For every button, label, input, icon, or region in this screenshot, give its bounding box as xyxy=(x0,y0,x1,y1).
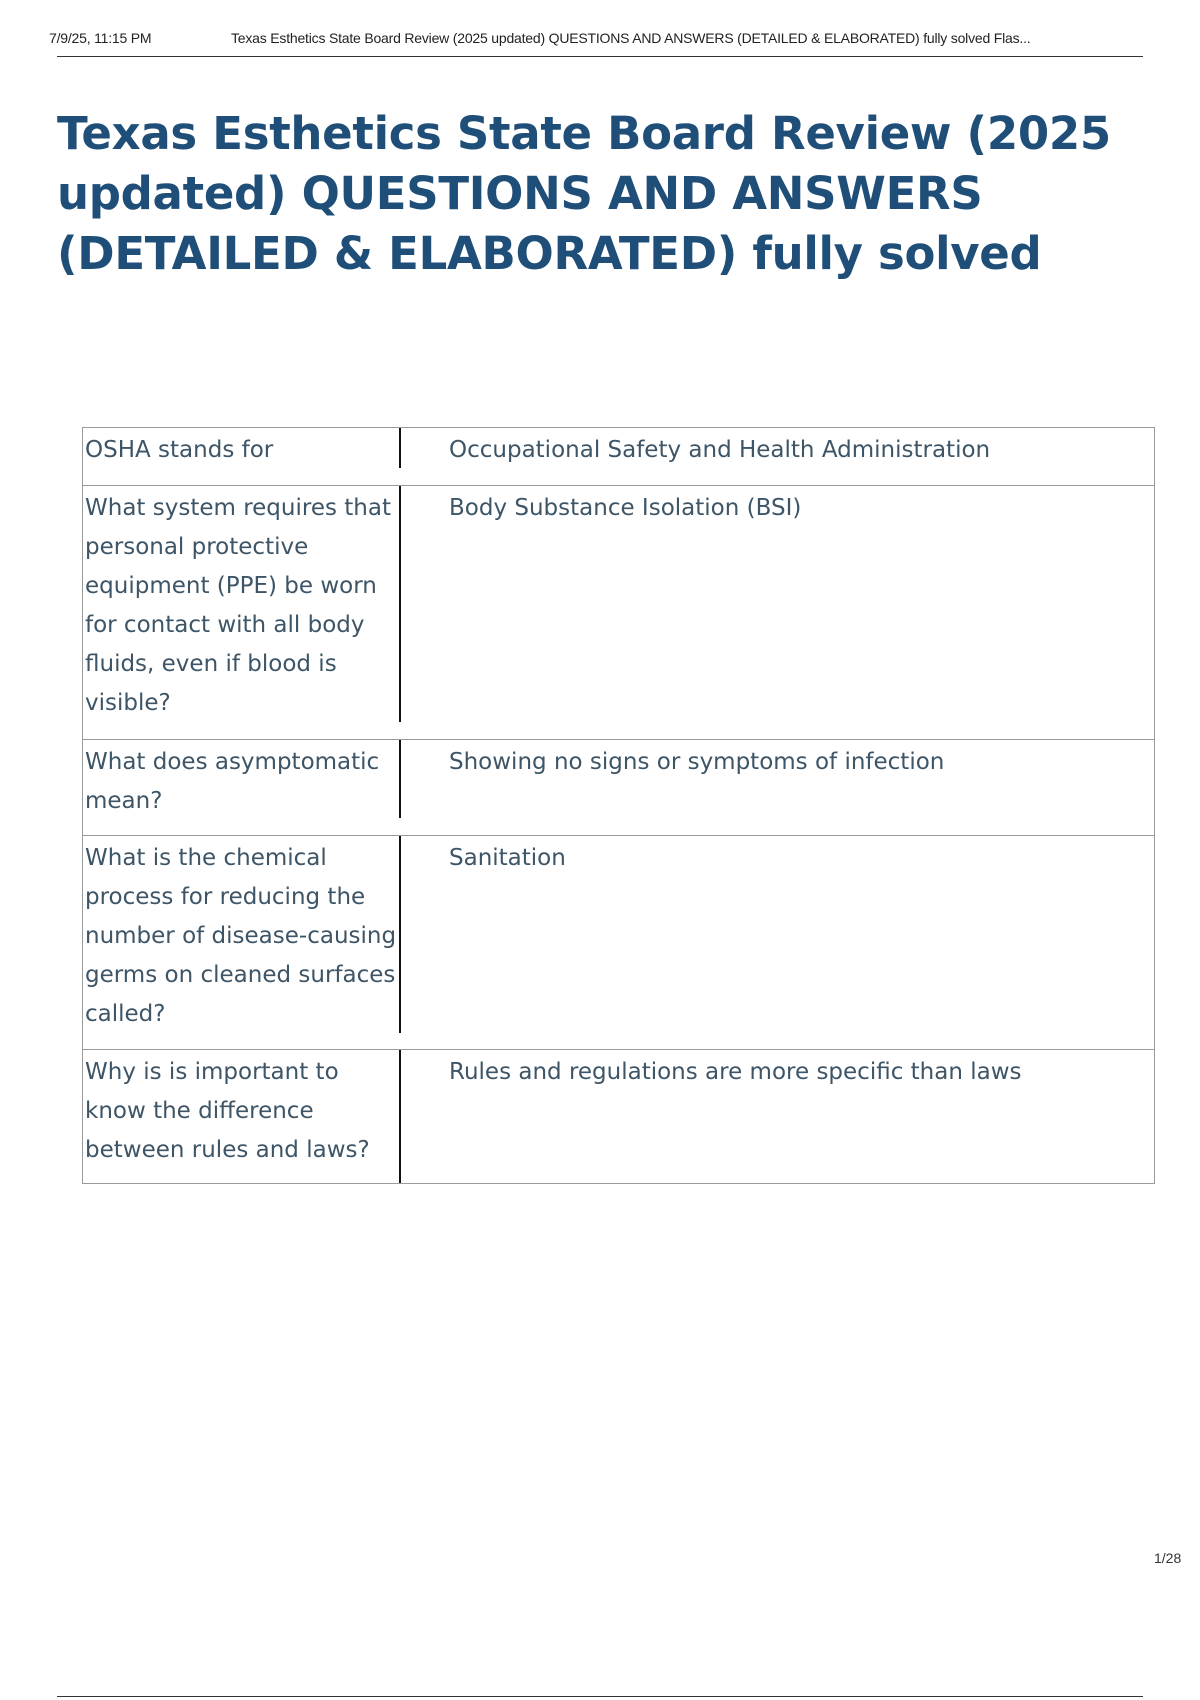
flashcard-row xyxy=(83,1050,1154,1183)
flashcard-question xyxy=(83,1050,401,1183)
column-divider xyxy=(399,836,401,1033)
header-rule xyxy=(57,56,1143,57)
flashcard-question xyxy=(83,836,401,1049)
flashcard-row xyxy=(83,836,1154,1050)
column-divider xyxy=(399,740,401,818)
column-divider xyxy=(399,428,401,468)
print-datetime: 7/9/25, 11:15 PM xyxy=(49,30,152,46)
column-divider xyxy=(399,1050,401,1183)
flashcard-question xyxy=(83,740,401,835)
flashcard-question-text: Why is is important to know the difference between rules and laws? xyxy=(85,1059,370,1163)
flashcard-question xyxy=(83,428,401,485)
flashcard-question-text: What does asymptomatic mean? xyxy=(85,749,380,814)
footer-rule xyxy=(57,1696,1143,1697)
print-document-title: Texas Esthetics State Board Review (2025 updated) QUESTIONS AND ANSWERS (DETAILED & ELABORATED) fully solved Flas... xyxy=(231,30,1031,46)
page-title: Texas Esthetics State Board Review (2025 updated) QUESTIONS AND ANSWERS (DETAILED & ELABORATED) fully solved xyxy=(57,107,1111,280)
page-number: 1/28 xyxy=(1154,1550,1182,1566)
flashcard-answer: Showing no signs or symptoms of infection xyxy=(449,749,945,775)
flashcard-row xyxy=(83,486,1154,740)
flashcard-row xyxy=(83,428,1154,486)
flashcard-row xyxy=(83,740,1154,836)
column-divider xyxy=(399,486,401,722)
flashcard-question xyxy=(83,486,401,739)
flashcard-question-text: What is the chemical process for reducing the number of disease-causing germs on cleaned surfaces called? xyxy=(85,845,397,1027)
flashcard-answer: Occupational Safety and Health Administration xyxy=(449,437,991,463)
flashcard-answer: Rules and regulations are more specific than laws xyxy=(449,1059,1022,1085)
flashcard-answer: Body Substance Isolation (BSI) xyxy=(449,495,802,521)
flashcard-table xyxy=(82,427,1155,1184)
flashcard-question-text: OSHA stands for xyxy=(85,437,274,463)
flashcard-answer: Sanitation xyxy=(449,845,566,871)
flashcard-question-text: What system requires that personal protective equipment (PPE) be worn for contact with all body fluids, even if blood is visible? xyxy=(85,495,391,716)
